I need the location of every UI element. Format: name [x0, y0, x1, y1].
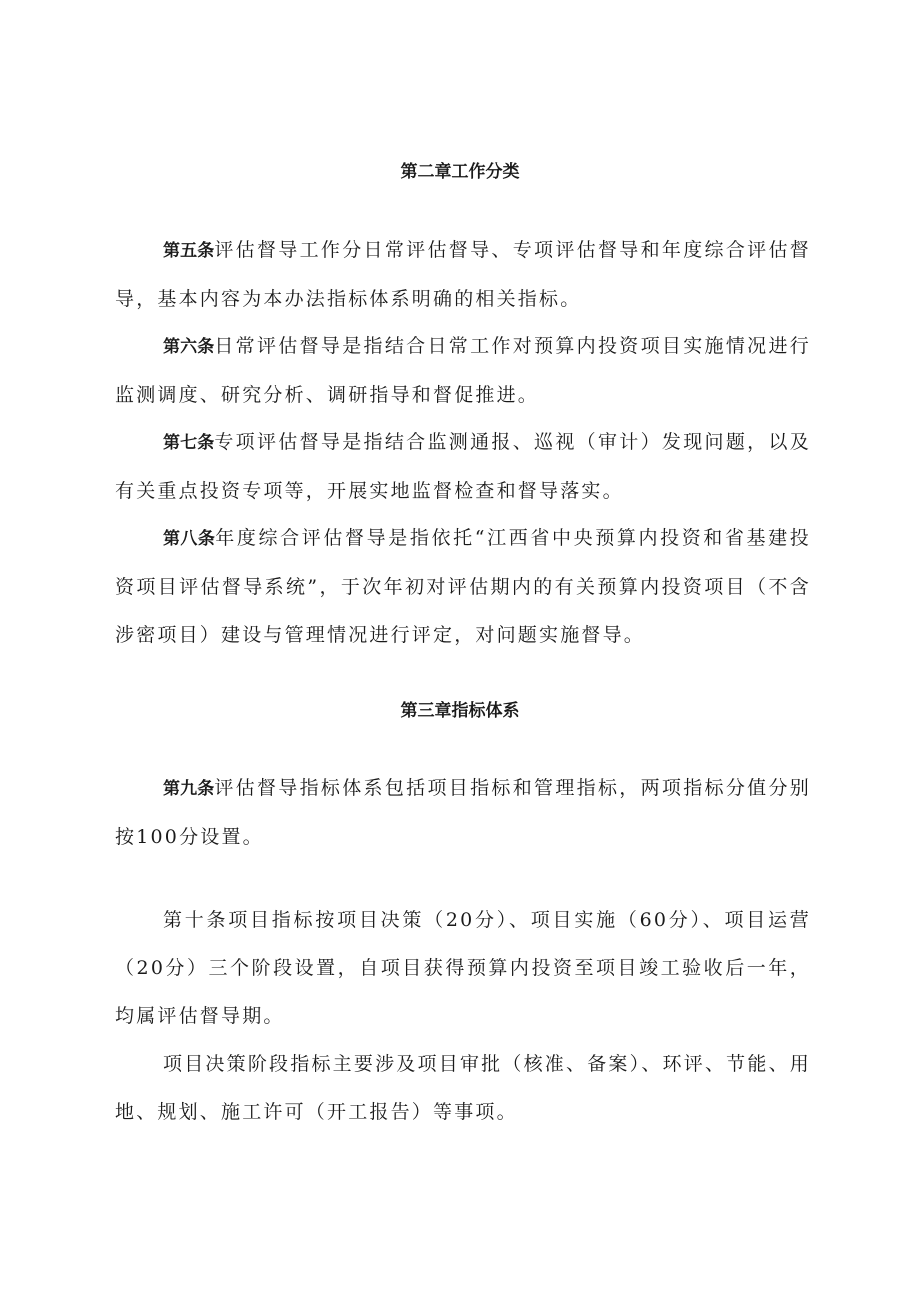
article-5 — [115, 226, 811, 323]
chapter-3-heading: 第三章指标体系 — [400, 701, 520, 721]
article-10: 第十条项目指标按项目决策（20分）、项目实施（60分）、项目运营（20分）三个阶段设置，自项目获得预算内投资至项目竣工验收后一年，均属评估督导期。 — [115, 909, 811, 1027]
article-7 — [115, 418, 811, 515]
article-6 — [115, 322, 811, 419]
article-7-label: 第七条 — [163, 433, 215, 453]
article-5-text: 评估督导工作分日常评估督导、专项评估督导和年度综合评估督导，基本内容为本办法指标体系明确的相关指标。 — [115, 239, 811, 310]
article-8-text: 年度综合评估督导是指依托“江西省中央预算内投资和省基建投资项目评估督导系统”，于次年初对评估期内的有关预算内投资项目（不含涉密项目）建设与管理情况进行评定，对问题实施督导。 — [115, 527, 812, 646]
article-9-text: 评估督导指标体系包括项目指标和管理指标，两项指标分值分别按100分设置。 — [115, 777, 811, 848]
article-6-text: 日常评估督导是指结合日常工作对预算内投资项目实施情况进行监测调度、研究分析、调研指导和督促推进。 — [115, 335, 811, 406]
project-decision-paragraph: 项目决策阶段指标主要涉及项目审批（核准、备案）、环评、节能、用地、规划、施工许可（开工报告）等事项。 — [115, 1053, 811, 1123]
chapter-2-heading: 第二章工作分类 — [400, 162, 520, 182]
article-9 — [115, 764, 811, 861]
article-8-label: 第八条 — [163, 529, 216, 549]
article-7-text: 专项评估督导是指结合监测通报、巡视（审计）发现问题，以及有关重点投资专项等，开展实地监督检查和督导落实。 — [115, 431, 811, 502]
article-9-label: 第九条 — [163, 779, 215, 799]
article-5-label: 第五条 — [163, 241, 215, 261]
article-8 — [115, 514, 811, 659]
article-6-label: 第六条 — [163, 337, 215, 357]
